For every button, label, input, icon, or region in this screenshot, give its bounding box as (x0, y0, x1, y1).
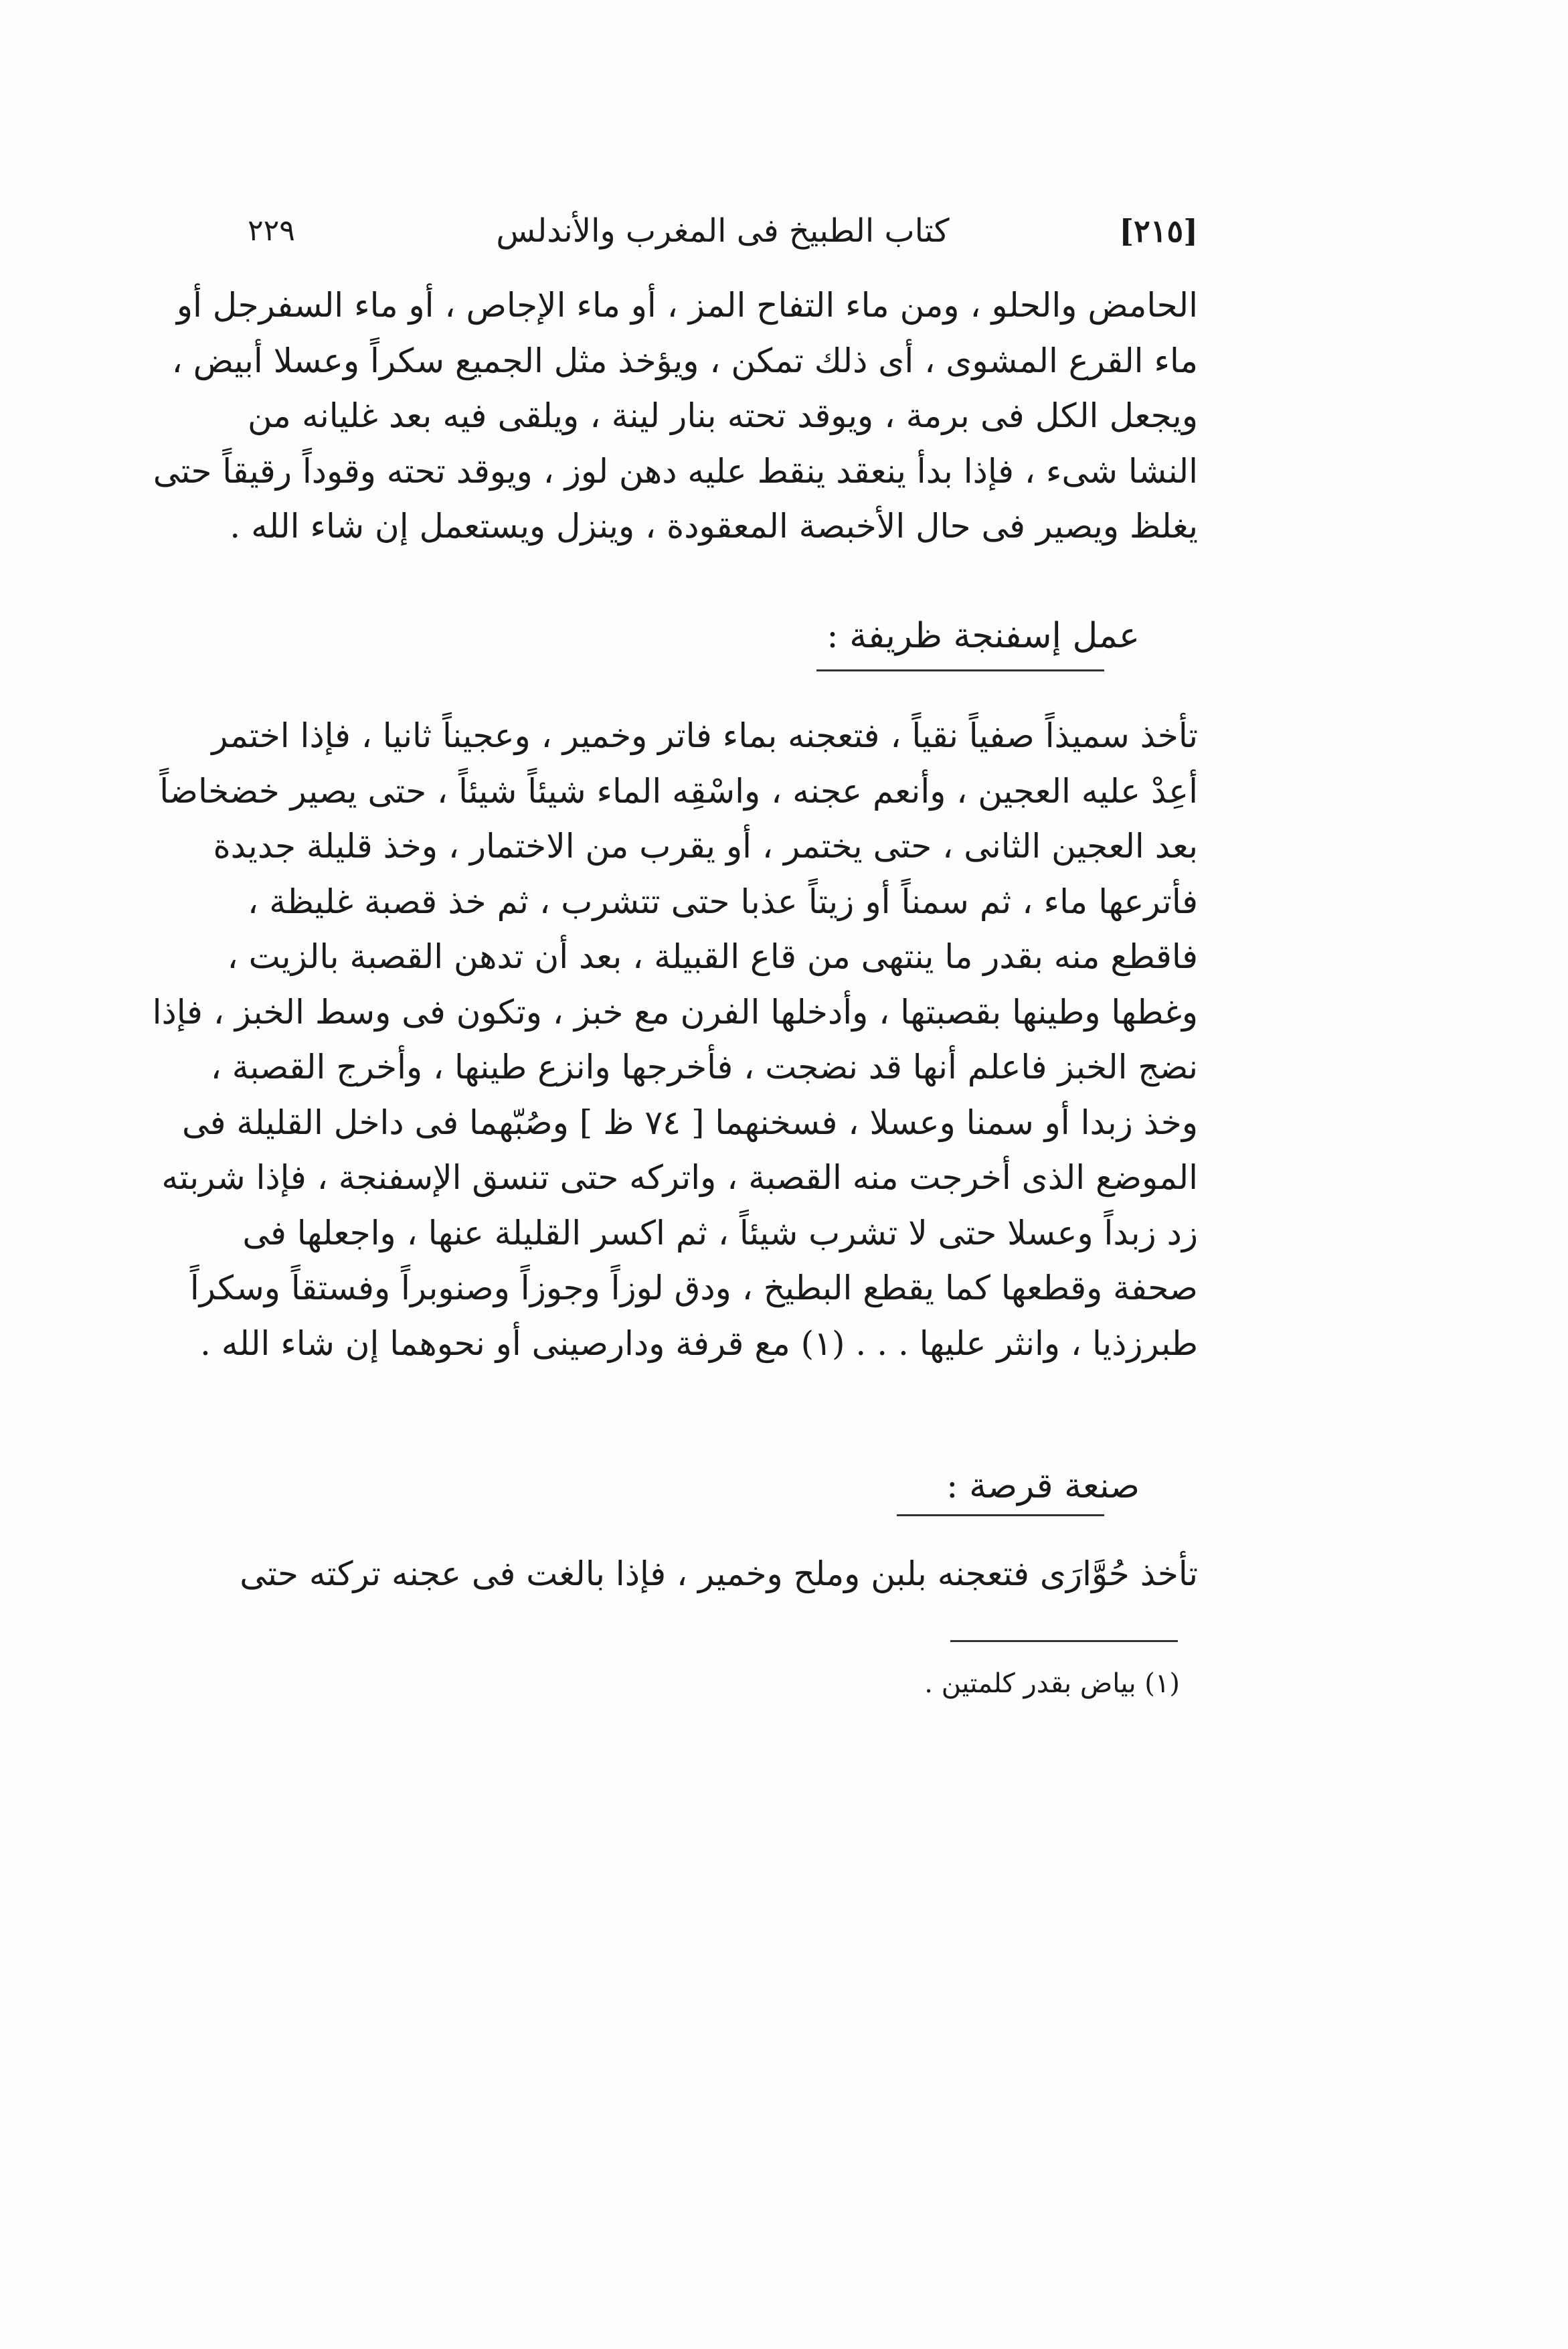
page-header (248, 201, 1198, 261)
text-line: فاقطع منه بقدر ما ينتهى من قاع القبيلة ، بعد أن تدهن القصبة بالزيت ، (227, 937, 1198, 976)
previous-recipe-continuation (153, 278, 1198, 554)
bracketed-page-reference: [٢١٥] (1119, 213, 1198, 249)
text-line: تأخذ حُوَّارَى فتعجنه بلبن وملح وخمير ، فإذا بالغت فى عجنه تركته حتى (240, 1554, 1198, 1593)
text-line: طبرزذيا ، وانثر عليها . . . (١) مع قرفة ودارصينى أو نحوهما إن شاء الله . (200, 1323, 1198, 1363)
text-line: النشا شىء ، فإذا بدأ ينعقد ينقط عليه دهن لوز ، ويوقد تحته وقوداً رقيقاً حتى (153, 451, 1198, 491)
text-line: الحامض والحلو ، ومن ماء التفاح المز ، أو ماء الإجاص ، أو ماء السفرجل أو (176, 286, 1198, 325)
text-line: فأترعها ماء ، ثم سمناً أو زيتاً عذبا حتى تتشرب ، ثم خذ قصبة غليظة ، (248, 882, 1198, 921)
text-line: وغطها وطينها بقصبتها ، وأدخلها الفرن مع خبز ، وتكون فى وسط الخبز ، فإذا (152, 992, 1198, 1032)
page-number: ٢٢٩ (248, 214, 295, 248)
text-line: زد زبداً وعسلا حتى لا تشرب شيئاً ، ثم اكسر القليلة عنها ، واجعلها فى (242, 1213, 1198, 1252)
text-line: ماء القرع المشوى ، أى ذلك تمكن ، ويؤخذ مثل الجميع سكراً وعسلا أبيض ، (171, 341, 1198, 380)
footnote-separator (950, 1640, 1178, 1642)
text-line: يغلظ ويصير فى حال الأخبصة المعقودة ، وينزل ويستعمل إن شاء الله . (230, 507, 1198, 546)
heading-underline (897, 1514, 1104, 1516)
running-title: كتاب الطبيخ فى المغرب والأندلس (496, 212, 950, 250)
text-line: الموضع الذى أخرجت منه القصبة ، واتركه حتى تنسق الإسفنجة ، فإذا شربته (161, 1158, 1198, 1197)
text-line: أعِدْ عليه العجين ، وأنعم عجنه ، واسْقِه الماء شيئاً شيئاً ، حتى يصير خضخاضاً (159, 771, 1198, 811)
text-line: وخذ زبدا أو سمنا وعسلا ، فسخنهما [ ٧٤ ظ ] وصُبّهما فى داخل القليلة فى (181, 1103, 1198, 1142)
text-line: بعد العجين الثانى ، حتى يختمر ، أو يقرب من الاختمار ، وخذ قليلة جديدة (213, 827, 1198, 866)
section-heading-qursa: صنعة قرصة : (946, 1466, 1140, 1506)
text-line: تأخذ سميذاً صفياً نقياً ، فتعجنه بماء فاتر وخمير ، وعجيناً ثانيا ، فإذا اختمر (211, 716, 1198, 755)
section-heading-isfanja: عمل إسفنجة ظريفة : (826, 616, 1140, 656)
text-line: صحفة وقطعها كما يقطع البطيخ ، ودق لوزاً وجوزاً وصنوبراً وفستقاً وسكراً (189, 1269, 1198, 1307)
heading-underline (816, 669, 1104, 671)
text-line: ويجعل الكل فى برمة ، ويوقد تحته بنار لينة ، ويلقى فيه بعد غليانه من (248, 396, 1198, 435)
recipe-qursa-body (240, 1546, 1198, 1602)
footnote: (١) بياض بقدر كلمتين . (924, 1668, 1180, 1699)
recipe-isfanja-body (152, 708, 1198, 1371)
text-line: نضج الخبز فاعلم أنها قد نضجت ، فأخرجها وانزع طينها ، وأخرج القصبة ، (210, 1048, 1198, 1086)
